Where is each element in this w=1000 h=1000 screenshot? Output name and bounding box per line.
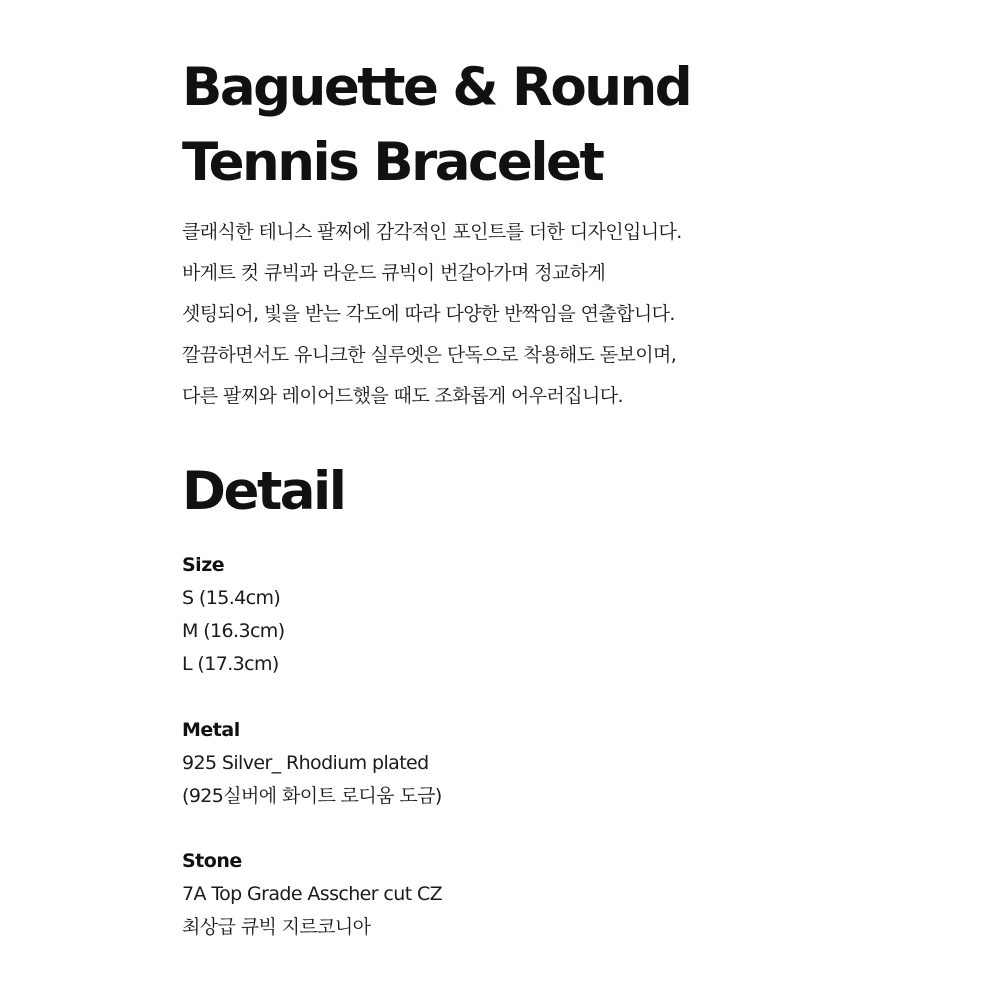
detail-heading: Detail	[182, 461, 345, 522]
spec-stone-label: Stone	[182, 850, 242, 872]
product-detail-page	[182, 0, 962, 1000]
spec-size-value-s: S (15.4cm)	[182, 587, 281, 609]
spec-metal-value: 925 Silver_ Rhodium plated	[182, 752, 429, 774]
spec-stone-value-korean: 최상급 큐빅 지르코니아	[182, 916, 371, 938]
product-title-line-2: Tennis Bracelet	[182, 132, 603, 193]
description-line: 셋팅되어, 빛을 받는 각도에 따라 다양한 반짝임을 연출합니다.	[182, 303, 675, 325]
spec-size-value-l: L (17.3cm)	[182, 653, 279, 675]
spec-size-label: Size	[182, 554, 225, 576]
description-line: 클래식한 테니스 팔찌에 감각적인 포인트를 더한 디자인입니다.	[182, 221, 682, 243]
description-line: 다른 팔찌와 레이어드했을 때도 조화롭게 어우러집니다.	[182, 385, 623, 407]
description-line: 바게트 컷 큐빅과 라운드 큐빅이 번갈아가며 정교하게	[182, 262, 606, 284]
description-line: 깔끔하면서도 유니크한 실루엣은 단독으로 착용해도 돋보이며,	[182, 344, 677, 366]
spec-stone	[182, 845, 442, 944]
spec-size-value-m: M (16.3cm)	[182, 620, 285, 642]
spec-metal-label: Metal	[182, 719, 240, 741]
spec-metal	[182, 714, 442, 813]
spec-stone-value: 7A Top Grade Asscher cut CZ	[182, 883, 443, 905]
spec-metal-value-korean: (925실버에 화이트 로디움 도금)	[182, 785, 442, 807]
product-title	[182, 50, 690, 200]
spec-size	[182, 549, 285, 681]
product-description	[182, 212, 682, 417]
product-title-line-1: Baguette & Round	[182, 57, 691, 118]
